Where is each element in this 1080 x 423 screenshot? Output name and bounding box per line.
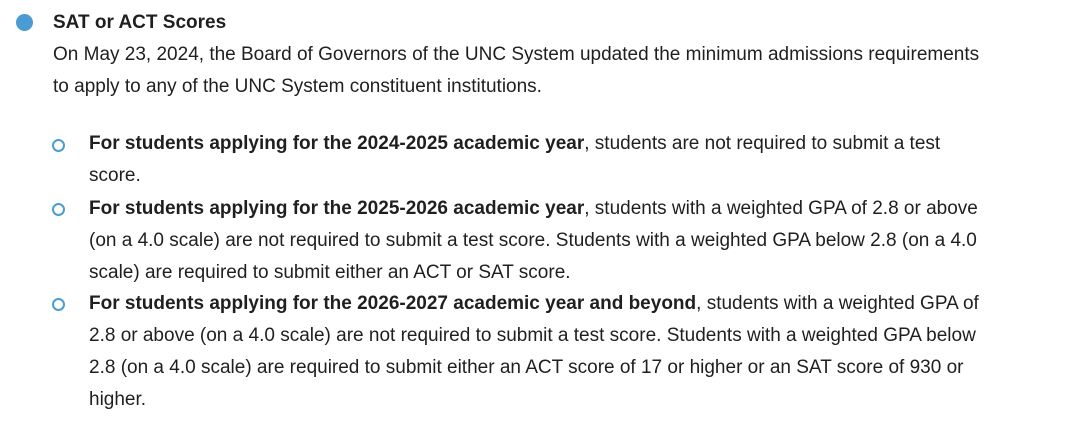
- list-item-rest: , students with a weighted GPA of 2.8 or above: [584, 198, 978, 219]
- list-item-bold-lead: For students applying for the 2025-2026 academic year: [89, 198, 585, 219]
- list-item-rest: , students are not required to submit a test: [584, 133, 941, 154]
- intro-line: to apply to any of the UNC System constituent institutions.: [53, 76, 542, 97]
- list-item-line: [89, 128, 1075, 160]
- filled-bullet-icon: [16, 14, 33, 31]
- list-item-text: [89, 193, 1075, 289]
- list-item-line: higher.: [89, 389, 147, 410]
- list-item-rest: , students with a weighted GPA of: [696, 293, 979, 314]
- hollow-bullet-icon: [52, 298, 65, 311]
- list-item-bold-lead: For students applying for the 2026-2027 academic year and beyond: [89, 293, 697, 314]
- intro-paragraph: [53, 39, 1075, 103]
- list-item-text: [89, 288, 1075, 416]
- list-item-line: 2.8 or above (on a 4.0 scale) are not required to submit a test score. Students with a weighted GPA below: [89, 325, 976, 346]
- list-item-bold-lead: For students applying for the 2024-2025 academic year: [89, 133, 585, 154]
- list-item-line: [89, 288, 1075, 320]
- list-item-line: scale) are required to submit either an ACT or SAT score.: [89, 262, 571, 283]
- list-item-text: [89, 128, 1075, 192]
- list-item-line: 2.8 (on a 4.0 scale) are required to submit either an ACT score of 17 or higher or an SAT score of 930 or: [89, 357, 964, 378]
- list-item-line: (on a 4.0 scale) are not required to submit a test score. Students with a weighted GPA below 2.8 (on a 4.0: [89, 230, 977, 251]
- list-item-line: [89, 193, 1075, 225]
- list-item-line: score.: [89, 165, 141, 186]
- hollow-bullet-icon: [52, 203, 65, 216]
- section-heading: SAT or ACT Scores: [53, 12, 227, 33]
- hollow-bullet-icon: [52, 139, 65, 152]
- intro-line: On May 23, 2024, the Board of Governors of the UNC System updated the minimum admissions requirements: [53, 44, 980, 65]
